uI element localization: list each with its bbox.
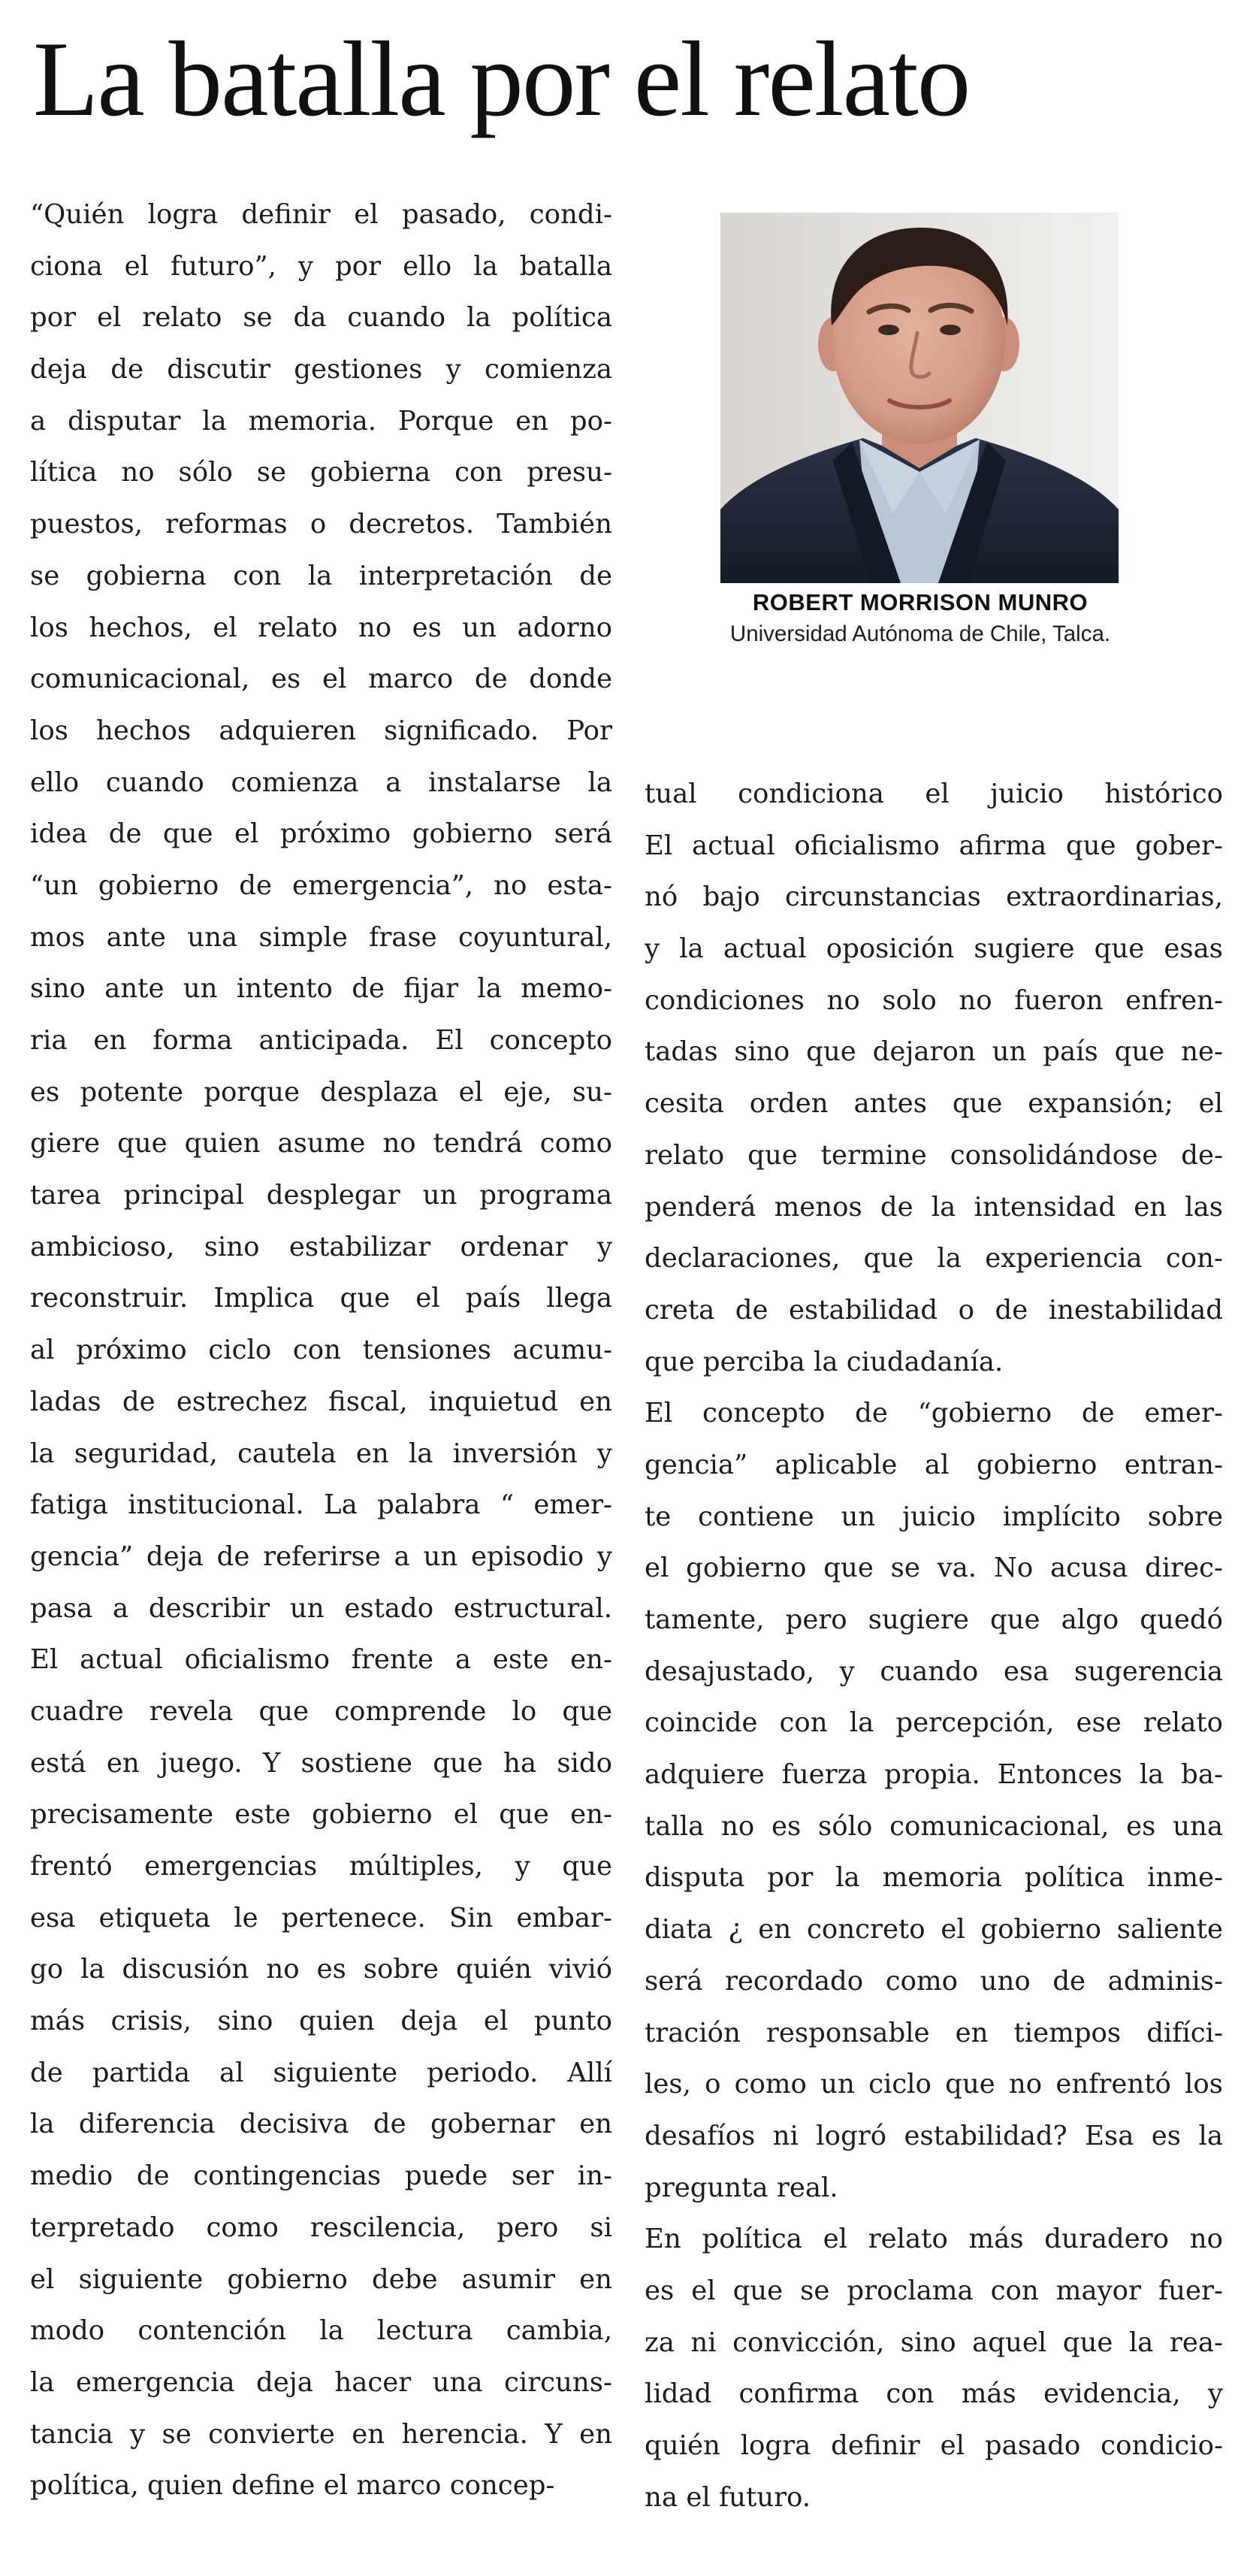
text-line: declaraciones, que la experiencia con- [645, 1243, 1223, 1274]
text-line: frentó emergencias múltiples, y que [30, 1851, 612, 1882]
author-portrait-icon [720, 213, 1119, 583]
text-line: les, o como un ciclo que no enfrentó los [645, 2069, 1223, 2100]
text-line: adquiere fuerza propia. Entonces la ba- [645, 1759, 1223, 1791]
text-line: deja de discutir gestiones y comienza [30, 354, 612, 385]
text-line: talla no es sólo comunicacional, es una [645, 1810, 1223, 1842]
text-line: a disputar la memoria. Porque en po- [30, 405, 612, 437]
text-line: ladas de estrechez fiscal, inquietud en [30, 1386, 612, 1417]
author-name: ROBERT MORRISON MUNRO [752, 589, 1089, 615]
text-line: za ni convicción, sino aquel que la rea- [645, 2327, 1223, 2358]
text-line: tancia y se convierte en herencia. Y en [30, 2418, 612, 2450]
text-line: relato que termine consolidándose de- [645, 1139, 1223, 1171]
article-column-right [645, 769, 1223, 2523]
text-line: ria en forma anticipada. El concepto [30, 1025, 612, 1056]
author-affiliation: Universidad Autónoma de Chile, Talca. [729, 621, 1111, 646]
text-line: la diferencia decisiva de gobernar en [30, 2109, 612, 2140]
text-line: na el futuro. [645, 2481, 811, 2513]
text-line: idea de que el próximo gobierno será [30, 818, 612, 850]
text-line: sino ante un intento de fijar la memo- [30, 973, 612, 1005]
text-line: se gobierna con la interpretación de [30, 560, 612, 591]
text-line: desajustado, y cuando esa sugerencia [645, 1655, 1223, 1687]
text-line: penderá menos de la intensidad en las [645, 1191, 1223, 1223]
text-line: comunicacional, es el marco de donde [30, 664, 612, 695]
text-line: es el que se proclama con mayor fuer- [645, 2275, 1223, 2306]
text-line: pregunta real. [645, 2172, 838, 2203]
text-line: creta de estabilidad o de inestabilidad [645, 1294, 1223, 1326]
text-line: tual condiciona el juicio histórico [645, 779, 1223, 809]
text-line: está en juego. Y sostiene que ha sido [30, 1747, 612, 1779]
text-line: el gobierno que se va. No acusa direc- [645, 1553, 1223, 1584]
text-line: tadas sino que dejaron un país que ne- [645, 1036, 1223, 1068]
text-line: disputa por la memoria política inme- [645, 1862, 1223, 1894]
text-line: ciona el futuro”, y por ello la batalla [30, 250, 612, 282]
text-line: cesita orden antes que expansión; el [645, 1088, 1223, 1120]
text-line: te contiene un juicio implícito sobre [645, 1501, 1223, 1532]
text-line: más crisis, sino quien deja el punto [30, 2006, 612, 2037]
text-line: reconstruir. Implica que el país llega [30, 1283, 612, 1314]
text-line: terpretado como rescilencia, pero si [30, 2212, 612, 2243]
text-line: precisamente este gobierno el que en- [30, 1799, 612, 1831]
text-line: la emergencia deja hacer una circuns- [30, 2366, 612, 2398]
text-line: “un gobierno de emergencia”, no esta- [30, 869, 612, 901]
text-line: diata ¿ en concreto el gobierno saliente [645, 1914, 1223, 1946]
text-line: de partida al siguiente periodo. Allí [30, 2057, 612, 2088]
text-line: cuadre revela que comprende lo que [30, 1695, 612, 1727]
text-line: medio de contingencias puede ser in- [30, 2160, 612, 2192]
text-line: modo contención la lectura cambia, [30, 2315, 612, 2347]
text-line: El actual oficialismo frente a este en- [30, 1644, 612, 1676]
text-line: gencia” deja de referirse a un episodio y [30, 1540, 612, 1572]
text-line: coincide con la percepción, ese relato [645, 1707, 1223, 1739]
text-line: quién logra definir el pasado condicio- [645, 2430, 1223, 2461]
text-line: go la discusión no es sobre quién vivió [30, 1954, 612, 1985]
text-line: es potente porque desplaza el eje, su- [30, 1076, 612, 1108]
text-line: pasa a describir un estado estructural. [30, 1592, 612, 1624]
text-line: giere que quien asume no tendrá como [30, 1128, 612, 1160]
text-line: mos ante una simple frase coyuntural, [30, 921, 612, 953]
text-line: nó bajo circunstancias extraordinarias, [645, 881, 1223, 913]
text-line: el siguiente gobierno debe asumir en [30, 2263, 612, 2295]
text-line: esa etiqueta le pertenece. Sin embar- [30, 1902, 612, 1934]
article-column-left [30, 189, 612, 2512]
text-line: gencia” aplicable al gobierno entran- [645, 1449, 1223, 1480]
author-photo [720, 213, 1119, 583]
text-line: será recordado como uno de adminis- [645, 1965, 1223, 1997]
text-line: puestos, reformas o decretos. También [30, 509, 612, 540]
text-line: tración responsable en tiempos difíci- [645, 2017, 1223, 2048]
text-line: ello cuando comienza a instalarse la [30, 766, 612, 798]
text-line: la seguridad, cautela en la inversión y [30, 1438, 612, 1469]
text-line: En política el relato más duradero no [645, 2224, 1223, 2255]
text-line: política, quien define el marco concep- [30, 2470, 555, 2502]
headline: La batalla por el relato [33, 20, 970, 138]
photo-caption [661, 586, 1179, 649]
text-line: fatiga institucional. La palabra “ emer- [30, 1489, 612, 1521]
text-line: “Quién logra definir el pasado, condi- [30, 199, 612, 230]
text-line: El concepto de “gobierno de emer- [645, 1398, 1223, 1429]
text-line: tamente, pero sugiere que algo quedó [645, 1604, 1223, 1635]
text-line: desafíos ni logró estabilidad? Esa es la [645, 2120, 1223, 2151]
text-line: al próximo ciclo con tensiones acumu- [30, 1335, 612, 1366]
text-line: ambicioso, sino estabilizar ordenar y [30, 1231, 612, 1262]
text-line: los hechos, el relato no es un adorno [30, 612, 612, 643]
text-line: y la actual oposición sugiere que esas [645, 933, 1223, 965]
text-line: tarea principal desplegar un programa [30, 1180, 612, 1211]
text-line: condiciones no solo no fueron enfren- [645, 984, 1223, 1016]
text-line: El actual oficialismo afirma que gober- [645, 830, 1223, 861]
text-line: que perciba la ciudadanía. [645, 1346, 1004, 1377]
text-line: los hechos adquieren significado. Por [30, 715, 612, 746]
text-line: lidad confirma con más evidencia, y [645, 2378, 1223, 2410]
text-line: lítica no sólo se gobierna con presu- [30, 457, 612, 488]
text-line: por el relato se da cuando la política [30, 302, 612, 334]
